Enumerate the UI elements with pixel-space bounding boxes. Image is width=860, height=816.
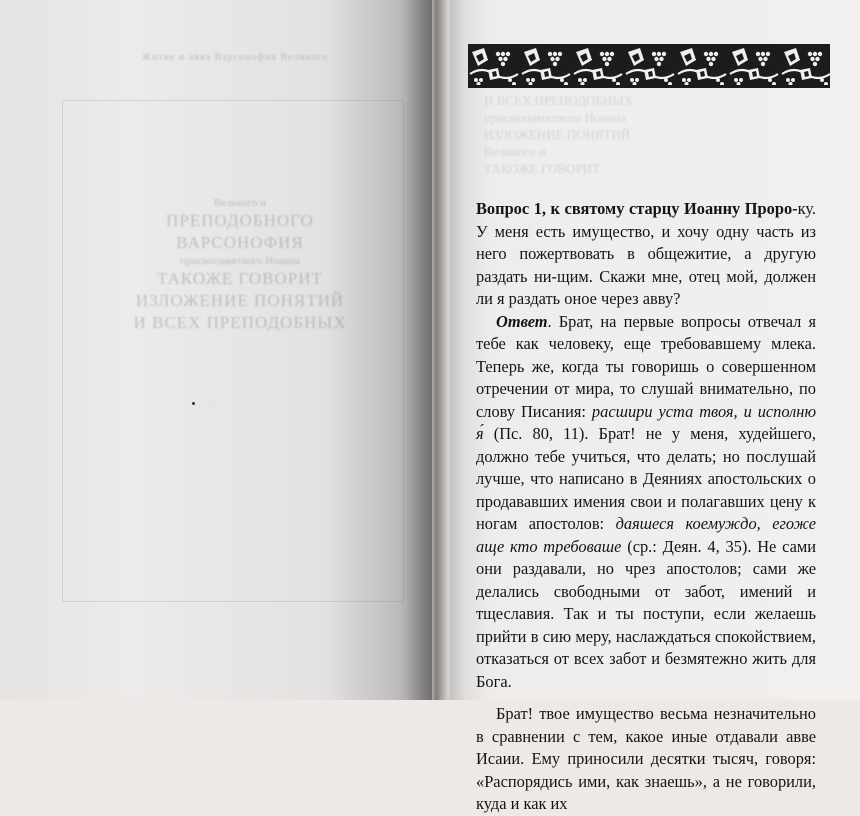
ink-speck xyxy=(192,402,195,405)
question-text: ку. У меня есть имущество, и хочу одну часть из него пожертвовать в общежитие, а другую раздать ни-щим. Скажи мне, отец мой, должен ли я раздать оное через авву? xyxy=(476,199,816,308)
scripture-quote-1: расшири уста твоя, и исполню я́ xyxy=(476,401,816,443)
ghost-line: И ВСЕХ ПРЕПОДОБНЫХ xyxy=(133,313,347,332)
question-heading: Вопрос 1, к святому старцу Иоанну Проро- xyxy=(476,199,798,218)
ghost-small-line: Великого и xyxy=(213,197,267,209)
scripture-quote-2: даяшеся коемуждо, егоже аще кто требоваше xyxy=(476,514,816,556)
ghost-small-line: приснопамятного Иоанна xyxy=(180,255,300,267)
ghost-right-showthrough xyxy=(484,92,804,177)
answer-text-a: . Брат, на первые вопросы отвечал я тебе как человеку, еще требовавшему млека. Теперь же, когда ты говоришь о совершенном отречении от мира, то слушай внимательно, по слову Писания: xyxy=(476,311,816,421)
ghost-title-line: ПРЕПОДОБНОГО xyxy=(166,211,314,230)
answer-paragraph-2: Брат! твое имущество весьма незначительно в сравнении с тем, какое иные отдавали авве Исаии. Ему приносили десятки тысяч, говоря: «Распорядись ими, как знаешь», а не говорили, куда и как их xyxy=(476,704,816,813)
ghost-right-line: ИЗЛОЖЕНИЕ ПОНЯТИЙ xyxy=(484,127,631,142)
ghost-title-line: ВАРСОНОФИЯ xyxy=(176,233,304,252)
answer-text-c: (ср.: Деян. 4, 35). Не сами они раздавали, но чрез апостолов; сами же делались свободными от забот, имений и тщеславия. Так и ты поступи, если желаешь прийти в сию меру, наслаждаться спокойствием, отказаться от всех забот и безмятежно жить для Бога. xyxy=(476,536,816,691)
question-paragraph xyxy=(476,198,816,311)
left-page xyxy=(0,0,432,700)
answer-text-b: (Пс. 80, 11). Брат! не у меня, худейшего, должно тебе учиться, что делать; но послушай лучше, что написано в Деяниях апостольских о продававших имения свои и полагавших цену к ногам апостолов: xyxy=(476,424,816,533)
answer-paragraph xyxy=(476,311,816,694)
ghost-footer: · · · xyxy=(203,398,217,408)
ghost-right-line: ТАКОЖЕ ГОВОРИТ xyxy=(484,161,601,176)
ghost-frame xyxy=(62,100,404,602)
ghost-line: ТАКОЖЕ ГОВОРИТ xyxy=(157,269,323,288)
ghost-right-line: приснопамятного Иоанна xyxy=(484,110,626,125)
answer-label: Ответ xyxy=(496,311,548,331)
ghost-right-line: И ВСЕХ ПРЕПОДОБНЫХ xyxy=(484,93,634,108)
page-body-text xyxy=(476,198,816,816)
vine-ornament-icon xyxy=(468,44,830,88)
ghost-line: ИЗЛОЖЕНИЕ ПОНЯТИЙ xyxy=(135,291,345,310)
book-gutter xyxy=(405,0,465,700)
ghost-title-block xyxy=(130,196,350,334)
ghost-right-line: Великого и xyxy=(484,144,546,159)
ghost-running-header: Житие и авва Варсонофия Великого xyxy=(142,52,328,63)
